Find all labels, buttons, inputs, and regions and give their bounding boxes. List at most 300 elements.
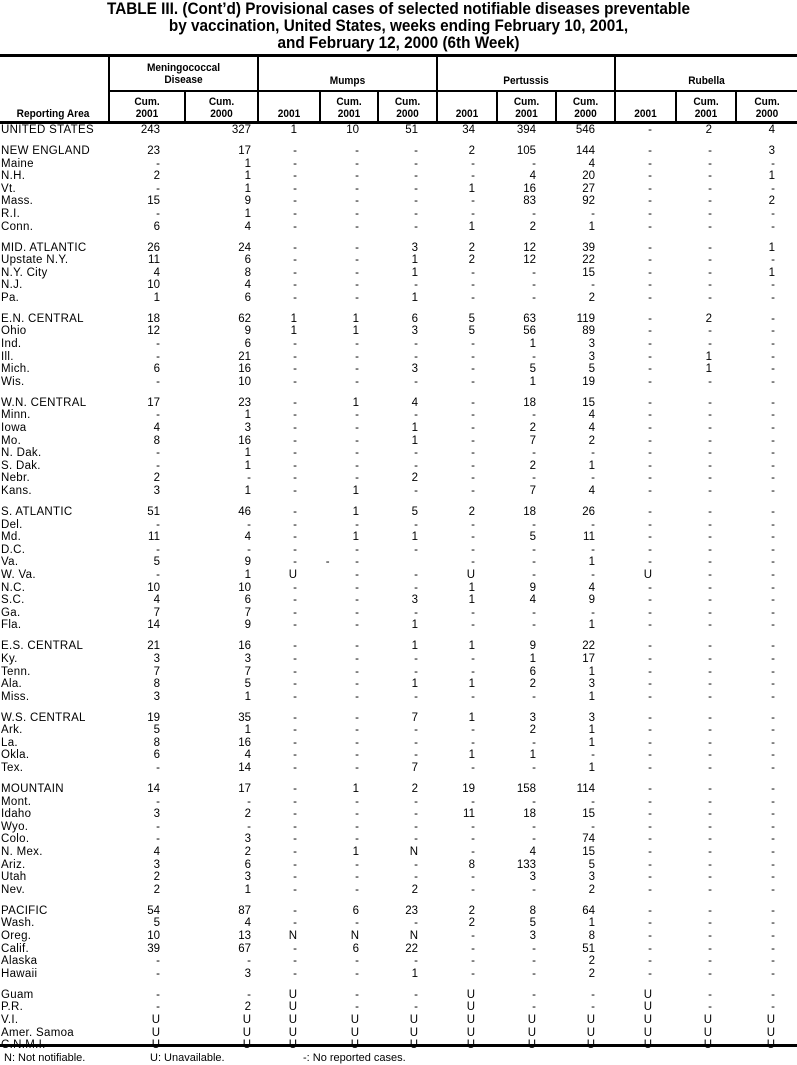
group-label: Meningococcal [146, 62, 221, 74]
value-cell: 6 [244, 594, 251, 607]
value-cell: 2 [529, 422, 536, 435]
value-cell: U [466, 988, 475, 1001]
value-cell: U [527, 1013, 536, 1026]
value-cell: - [293, 581, 297, 594]
value-cell: 54 [147, 904, 160, 917]
value-cell: 2 [153, 472, 160, 485]
value-cell: 20 [582, 170, 595, 183]
value-cell: - [532, 409, 536, 422]
value-cell: 4 [153, 594, 160, 607]
value-cell: - [293, 170, 297, 183]
value-cell: - [708, 182, 712, 195]
value-cell: - [414, 350, 418, 363]
value-cell: 10 [147, 929, 160, 942]
value-cell: - [708, 762, 712, 775]
value-cell: - [293, 619, 297, 632]
table-row [0, 640, 797, 653]
value-cell: - [708, 904, 712, 917]
value-cell: U [586, 1013, 595, 1026]
value-cell: - [532, 447, 536, 460]
value-cell: 158 [516, 783, 536, 796]
value-cell: 1 [244, 883, 251, 896]
value-cell: - [293, 736, 297, 749]
value-cell: 2 [588, 291, 595, 304]
column-header-line2: 2001 [694, 108, 718, 120]
table-row [0, 569, 797, 582]
reporting-area-cell: Md. [1, 531, 22, 544]
value-cell: 15 [582, 846, 595, 858]
value-cell: - [591, 1001, 595, 1014]
value-cell: 12 [523, 241, 536, 254]
value-cell: - [471, 375, 475, 388]
value-cell: - [414, 724, 418, 737]
reporting-area-cell: Kans. [1, 485, 32, 497]
value-cell: 3 [244, 871, 251, 884]
value-cell: - [355, 955, 359, 968]
value-cell: 3 [411, 594, 418, 607]
value-cell: 5 [153, 724, 160, 737]
reporting-area-cell: Oreg. [1, 929, 32, 942]
value-cell: - [771, 929, 775, 942]
value-cell: - [414, 690, 418, 703]
column-header-line1: Cum. [208, 96, 235, 108]
value-cell: - [771, 207, 775, 220]
value-cell: 2 [153, 883, 160, 896]
group-spacer [0, 703, 797, 711]
value-cell: - [293, 485, 297, 497]
value-cell: 5 [529, 531, 536, 544]
column-header-line2: 2001 [634, 108, 657, 120]
value-cell: 4 [529, 846, 536, 858]
value-cell: - [355, 170, 359, 183]
table-row [0, 506, 797, 519]
value-cell: 1 [468, 581, 475, 594]
reporting-area-cell: S.C. [1, 594, 25, 607]
table-row [0, 917, 797, 930]
value-cell: - [247, 472, 251, 485]
value-cell: 2 [153, 871, 160, 884]
value-cell: - [648, 955, 652, 968]
value-cell: - [414, 195, 418, 208]
value-cell: - [771, 531, 775, 544]
value-cell: - [355, 833, 359, 846]
value-cell: 2 [529, 220, 536, 233]
table-row [0, 279, 797, 292]
value-cell: - [293, 144, 297, 157]
value-cell: 1 [705, 363, 712, 376]
title-line-1: TABLE III. (Cont’d) Provisional cases of selected notifiable diseases preventable [106, 0, 690, 18]
value-cell: - [648, 409, 652, 422]
value-cell: 17 [147, 396, 160, 409]
value-cell: 3 [153, 808, 160, 821]
reporting-area-cell: C.N.M.I. [1, 1039, 46, 1052]
value-cell: 1 [352, 312, 359, 325]
value-cell: - [355, 422, 359, 435]
table-row [0, 724, 797, 737]
value-cell: - [648, 967, 652, 980]
value-cell: - [355, 820, 359, 833]
value-cell: - [532, 883, 536, 896]
value-cell: - [355, 447, 359, 460]
group-spacer [0, 980, 797, 988]
top-rule [0, 54, 797, 57]
value-cell: - [355, 338, 359, 351]
value-cell: 12 [523, 254, 536, 267]
value-cell: - [648, 581, 652, 594]
value-cell: - [414, 736, 418, 749]
value-cell: - [708, 568, 712, 581]
value-cell: 26 [582, 505, 595, 518]
value-cell: U [703, 1013, 712, 1026]
value-cell: - [156, 820, 160, 833]
value-cell: - [247, 543, 251, 556]
table-row [0, 460, 797, 473]
column-header-line1 [261, 96, 316, 108]
value-cell: 5 [153, 917, 160, 930]
value-cell: 1 [468, 711, 475, 724]
value-cell: - [648, 762, 652, 775]
table-row [0, 821, 797, 834]
value-cell: U [288, 1013, 297, 1026]
value-cell: - [771, 858, 775, 871]
value-cell: 1 [411, 422, 418, 435]
value-cell: - [648, 518, 652, 531]
value-cell: - [293, 518, 297, 531]
reporting-area-cell: Guam [1, 988, 34, 1001]
value-cell: - [414, 606, 418, 619]
value-cell: U [643, 568, 652, 581]
value-cell: - [355, 350, 359, 363]
value-cell: - [532, 472, 536, 485]
value-cell: - [771, 652, 775, 665]
value-cell: - [156, 568, 160, 581]
value-cell: - [293, 783, 297, 796]
value-cell: - [771, 182, 775, 195]
value-cell: - [532, 942, 536, 955]
value-cell [377, 556, 436, 569]
value-cell: - [471, 619, 475, 632]
reporting-area-cell: Ga. [1, 606, 21, 619]
value-cell: - [414, 459, 418, 472]
value-cell: 1 [290, 312, 297, 325]
value-cell: 9 [244, 556, 251, 569]
value-cell: - [708, 170, 712, 183]
value-cell: - [293, 820, 297, 833]
value-cell: N [409, 846, 418, 858]
reporting-area-cell: W.S. CENTRAL [1, 711, 86, 724]
value-cell: - [293, 883, 297, 896]
reporting-area-cell: UNITED STATES [1, 124, 94, 136]
value-cell: 23 [405, 904, 418, 917]
value-cell: - [708, 858, 712, 871]
value-cell: 8 [153, 736, 160, 749]
value-cell: 546 [575, 124, 595, 136]
value-cell: 394 [516, 124, 536, 136]
value-cell: 1 [244, 568, 251, 581]
value-cell: 6 [352, 942, 359, 955]
reporting-area-cell: Mo. [1, 434, 22, 447]
value-cell: - [648, 749, 652, 762]
value-cell: - [156, 207, 160, 220]
value-cell: - [532, 207, 536, 220]
value-cell: U [586, 1039, 595, 1052]
value-cell: - [293, 220, 297, 233]
value-cell: - [648, 640, 652, 653]
value-cell: - [648, 447, 652, 460]
group-header-pertussis: Pertussis [503, 75, 549, 87]
value-cell: - [708, 652, 712, 665]
value-cell: - [355, 266, 359, 279]
value-cell: - [708, 396, 712, 409]
table-row [0, 435, 797, 448]
vline [555, 91, 557, 122]
value-cell: - [532, 967, 536, 980]
table-row [0, 796, 797, 809]
value-cell: - [648, 434, 652, 447]
value-cell: 1 [290, 325, 297, 338]
value-cell: 5 [468, 312, 475, 325]
reporting-area-cell: S. ATLANTIC [1, 505, 73, 518]
table-row [0, 989, 797, 1002]
value-cell: 3 [153, 690, 160, 703]
value-cell: 3 [529, 711, 536, 724]
value-cell: - [355, 988, 359, 1001]
value-cell: U [288, 568, 297, 581]
value-cell: - [293, 762, 297, 775]
value-cell: 4 [153, 846, 160, 858]
value-cell: - [293, 375, 297, 388]
footnote-u: U: Unavailable. [150, 1052, 225, 1064]
vline [675, 91, 677, 122]
value-cell: 4 [588, 485, 595, 497]
value-cell: - [293, 472, 297, 485]
table-row [0, 242, 797, 255]
value-cell: 7 [411, 711, 418, 724]
value-cell: U [643, 1026, 652, 1039]
value-cell: 5 [588, 363, 595, 376]
value-cell: - [247, 955, 251, 968]
value-cell: 2 [588, 434, 595, 447]
value-cell: 1 [411, 266, 418, 279]
value-cell: 14 [238, 762, 251, 775]
value-cell: 4 [244, 220, 251, 233]
value-cell: 6 [153, 220, 160, 233]
value-cell: 1 [768, 241, 775, 254]
reporting-area-cell: Idaho [1, 808, 32, 821]
reporting-area-cell: Utah [1, 871, 27, 884]
column-header-line2: 2000 [396, 108, 419, 120]
reporting-area-cell: N.H. [1, 170, 26, 183]
value-cell: 74 [582, 833, 595, 846]
value-cell: - [648, 363, 652, 376]
value-cell: - [414, 1001, 418, 1014]
value-cell: - [355, 594, 359, 607]
value-cell: - [156, 409, 160, 422]
value-cell: - [771, 820, 775, 833]
value-cell: - [293, 291, 297, 304]
value-cell: - [532, 820, 536, 833]
value-cell: - [355, 459, 359, 472]
table-row [0, 749, 797, 762]
value-cell: - [471, 279, 475, 292]
value-cell: - [771, 581, 775, 594]
value-cell: - [471, 459, 475, 472]
column-header-line2: 2000 [574, 108, 597, 120]
value-cell: 1 [588, 220, 595, 233]
reporting-area-cell: N.C. [1, 581, 26, 594]
value-cell: - [355, 606, 359, 619]
value-cell: 9 [529, 581, 536, 594]
value-cell: 4 [768, 124, 775, 136]
reporting-area-cell: Iowa [1, 422, 27, 435]
reporting-area-cell: Ohio [1, 325, 27, 338]
value-cell: 3 [768, 144, 775, 157]
value-cell: - [648, 808, 652, 821]
value-cell: 11 [583, 531, 595, 544]
value-cell: N [350, 929, 359, 942]
value-cell: 11 [148, 254, 160, 267]
table-row [0, 737, 797, 750]
value-cell: 4 [588, 422, 595, 435]
value-cell: - [771, 157, 775, 170]
value-cell: - [355, 568, 359, 581]
value-cell: 6 [244, 291, 251, 304]
value-cell: - [355, 808, 359, 821]
value-cell: - [293, 363, 297, 376]
value-cell: 51 [147, 505, 160, 518]
value-cell: 9 [244, 195, 251, 208]
table-row [0, 422, 797, 435]
value-cell: - [355, 472, 359, 485]
value-cell: 1 [468, 678, 475, 691]
table-row [0, 351, 797, 364]
value-cell: 16 [238, 363, 251, 376]
value-cell: 27 [582, 182, 595, 195]
value-cell: U [466, 1026, 475, 1039]
value-cell: 3 [153, 485, 160, 497]
value-cell: - [293, 967, 297, 980]
value-cell: 4 [244, 749, 251, 762]
value-cell: 4 [588, 157, 595, 170]
value-cell: - [355, 409, 359, 422]
value-cell: - [771, 619, 775, 632]
value-cell: 1 [529, 749, 536, 762]
value-cell: - [648, 678, 652, 691]
group-header-rubella: Rubella [688, 75, 725, 87]
value-cell: - [708, 459, 712, 472]
value-cell: - [771, 904, 775, 917]
group-spacer [0, 632, 797, 640]
value-cell: 2 [768, 195, 775, 208]
value-cell: - [708, 422, 712, 435]
table-row [0, 594, 797, 607]
value-cell: 10 [147, 581, 160, 594]
value-cell: 1 [352, 396, 359, 409]
reporting-area-cell: N.J. [1, 279, 23, 292]
value-cell: - [771, 749, 775, 762]
table-row [0, 376, 797, 389]
value-cell: U [703, 1026, 712, 1039]
value-cell: 1 [244, 690, 251, 703]
value-cell: U [586, 1026, 595, 1039]
value-cell: 2 [244, 808, 251, 821]
value-cell: - [648, 182, 652, 195]
value-cell: 1 [529, 375, 536, 388]
value-cell: - [532, 795, 536, 808]
value-cell: - [708, 325, 712, 338]
table-row [0, 619, 797, 632]
value-cell: 1 [588, 459, 595, 472]
value-cell: - [293, 711, 297, 724]
value-cell: 51 [582, 942, 595, 955]
value-cell: - [708, 917, 712, 930]
value-cell: - [708, 409, 712, 422]
value-cell: - [471, 409, 475, 422]
value-cell: - [771, 254, 775, 267]
value-cell: - [648, 736, 652, 749]
value-cell: - [355, 144, 359, 157]
value-cell: 119 [576, 312, 595, 325]
value-cell: 34 [462, 124, 475, 136]
column-header-line1: Cum. [754, 96, 780, 108]
column-header [500, 96, 552, 120]
value-cell: - [648, 195, 652, 208]
value-cell: - [355, 279, 359, 292]
table-row [0, 762, 797, 775]
value-cell: - [355, 640, 359, 653]
value-cell: - [293, 858, 297, 871]
value-cell: - [591, 606, 595, 619]
value-cell: 3 [153, 858, 160, 871]
value-cell: U [409, 1013, 418, 1026]
reporting-area-cell: Mont. [1, 795, 32, 808]
table-row [0, 397, 797, 410]
reporting-area-cell: PACIFIC [1, 904, 48, 917]
column-header-line2: 2001 [135, 108, 159, 120]
value-cell: - [355, 736, 359, 749]
value-cell: U [350, 1026, 359, 1039]
value-cell: - [293, 833, 297, 846]
value-cell: 17 [582, 652, 595, 665]
table-row [0, 968, 797, 981]
value-cell: - [648, 124, 652, 136]
value-cell: 243 [140, 124, 160, 136]
vline [257, 56, 259, 122]
value-cell: 1 [244, 182, 251, 195]
value-cell: - [648, 543, 652, 556]
table-row [0, 409, 797, 422]
value-cell: - [771, 988, 775, 1001]
column-header [261, 96, 316, 120]
value-cell: 1 [705, 350, 712, 363]
title-line-3: and February 12, 2000 (6th Week) [277, 33, 520, 52]
table-row [0, 292, 797, 305]
value-cell: - [708, 157, 712, 170]
value-cell: 1 [768, 266, 775, 279]
group-spacer [0, 388, 797, 396]
value-cell: - [648, 241, 652, 254]
value-cell: 1 [244, 207, 251, 220]
value-cell: - [708, 955, 712, 968]
table-row [0, 930, 797, 943]
value-cell: - [771, 422, 775, 435]
reporting-area-cell: Mich. [1, 363, 30, 376]
value-cell: - [414, 652, 418, 665]
value-cell: - [471, 422, 475, 435]
value-cell: 1 [352, 531, 359, 544]
value-cell: 2 [411, 783, 418, 796]
value-cell: 16 [238, 640, 251, 653]
